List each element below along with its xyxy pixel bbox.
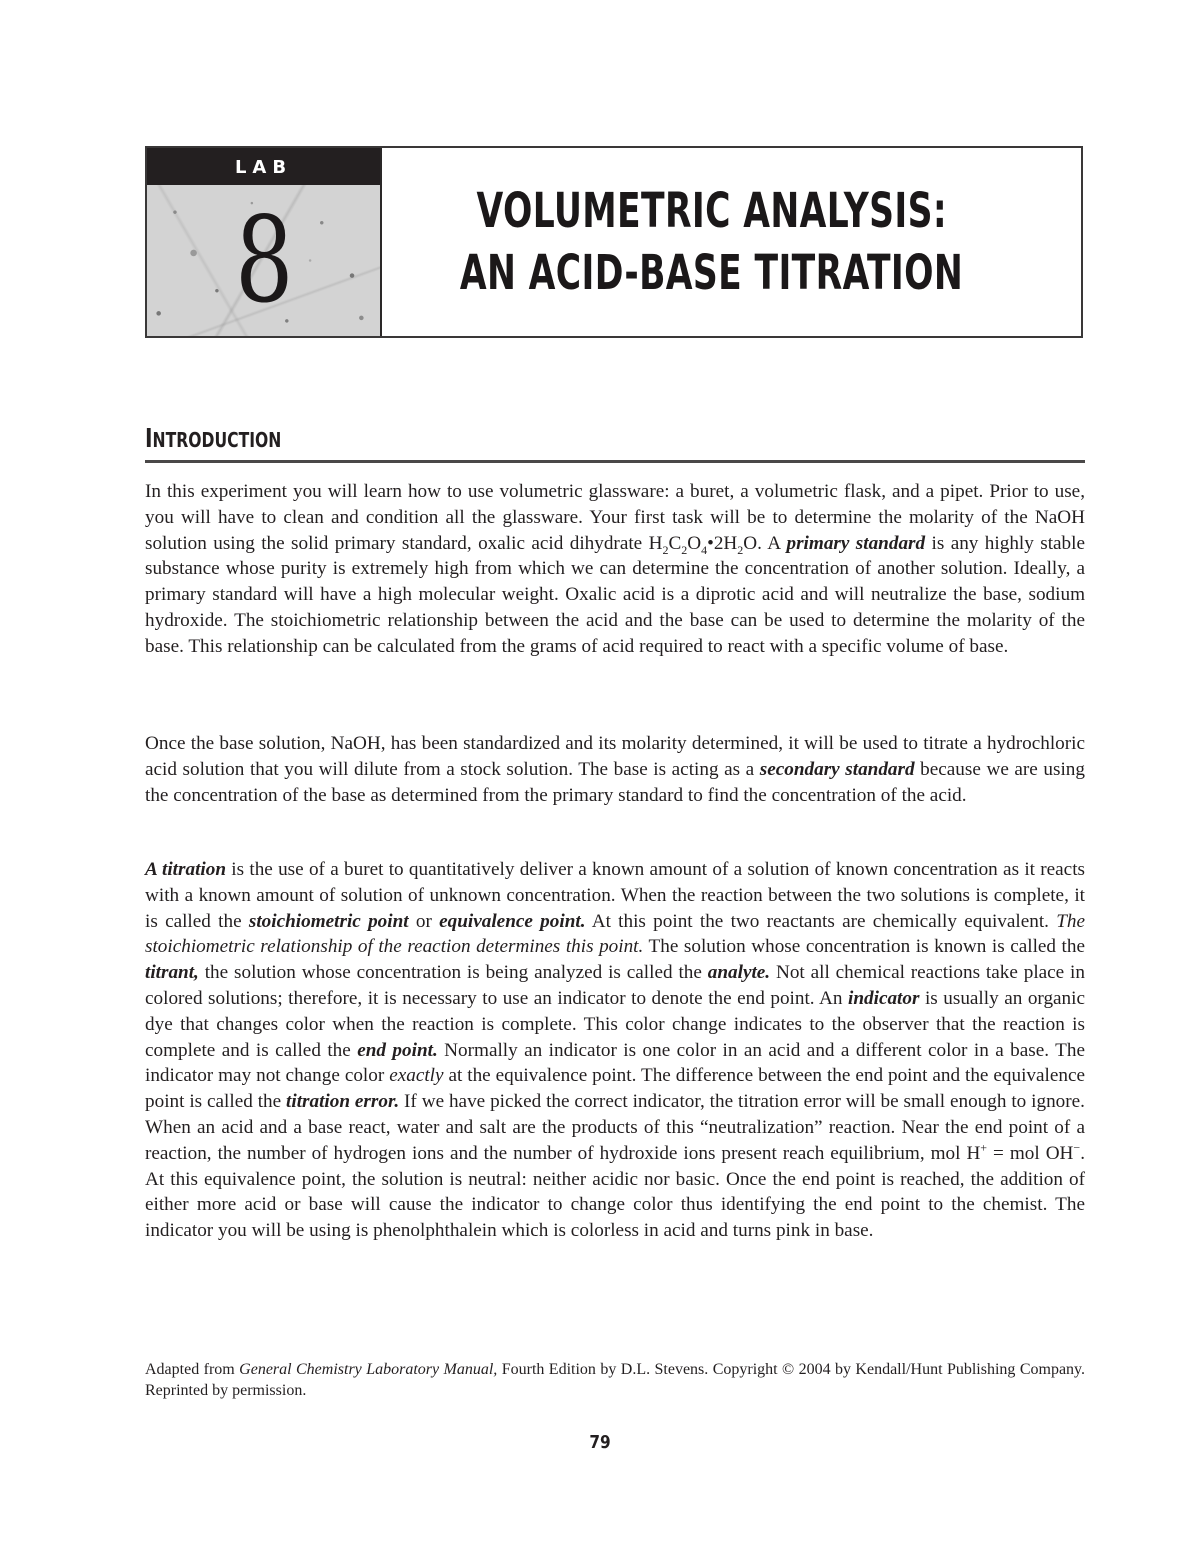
book-title: General Chemistry Laboratory Manual, [239, 1361, 498, 1378]
text-run: In this experiment you will learn how to use volumetric glassware: a buret, a volumetric flask, and a pipet. Prior to use, you will have to clean and condition all the glassware. Your first task will be to determine the molarity of the NaOH solution using the solid primary standard, oxalic acid dihydrate [145, 481, 1085, 554]
page-number: 79 [589, 1432, 611, 1453]
oxalic-acid-formula: $H_2C_2O_4•2H_2O$ [648, 532, 758, 557]
section-divider [145, 460, 1085, 463]
term-titration-error: titration error. [286, 1091, 400, 1113]
term-stoichiometric-point: stoichiometric point [248, 910, 409, 932]
heading-initial: I [145, 424, 153, 454]
heading-rest: NTRODUCTION [152, 428, 282, 452]
text-run: Normally an indicator is one color in an acid and a different color in a base. The indicator may not change color [145, 1039, 1085, 1087]
intro-paragraph-3 [145, 857, 1085, 1244]
term-analyte: analyte. [707, 962, 771, 984]
superscript-plus: + [980, 1140, 988, 1155]
text-run: . A [757, 532, 787, 554]
intro-paragraph-2 [145, 731, 1085, 808]
lab-texture-background [147, 185, 380, 336]
intro-paragraph-1 [145, 479, 1085, 660]
text-run: Not all chemical reactions take place in colored solutions; therefore, it is necessary to use an indicator to denote the end point. An [145, 962, 1085, 1009]
lab-label: LAB [147, 148, 380, 185]
italic-sentence: The stoichiometric relationship of the reaction determines this point. [145, 910, 1086, 958]
term-indicator: indicator [848, 987, 920, 1009]
term-equivalence-point: equivalence point. [439, 910, 586, 932]
source-footnote [145, 1359, 1085, 1401]
text-run: is usually an organic dye that changes color when the reaction is complete. This color change indicates to the observer that the reaction is complete and is called the [145, 987, 1086, 1061]
text-run: Once the base solution, NaOH, has been standardized and its molarity determined, it will be used to titrate a hydrochloric acid solution that you will dilute from a stock solution. The base is acting as a [145, 733, 1085, 780]
chapter-header-box [145, 146, 1083, 338]
text-run: or [408, 910, 440, 932]
term-primary-standard: primary standard [786, 532, 926, 554]
chapter-title [382, 148, 1081, 336]
text-run: the solution whose concentration is being analyzed is called the [198, 962, 708, 984]
term-a-titration: A titration [145, 859, 226, 880]
text-run: If we have picked the correct indicator, the titration error will be small enough to ignore. When an acid and a base react, water and salt are the products of this “neutralization” reaction. Near the end point of a reaction, the number of hydrogen ions and the number of hydroxide ions present reach equilibrium, mol H [145, 1091, 1085, 1164]
superscript-minus: − [1073, 1140, 1081, 1155]
term-end-point: end point. [357, 1039, 438, 1061]
text-run: is any highly stable substance whose purity is extremely high from which we can determine the concentration of another solution. Ideally, a primary standard will have a high molecular weight. Oxalic acid is a diprotic acid and will neutralize the base, sodium hydroxide. The stoichiometric relationship between the acid and the base can be used to determine the molarity of the base. This relationship can be calculated from the grams of acid required to react with a specific volume of base. [145, 532, 1085, 657]
text-run: Adapted from [145, 1361, 240, 1378]
lab-number: 8 [234, 191, 292, 329]
text-run: At this point the two reactants are chemically equivalent. [585, 910, 1057, 932]
chapter-title-line-2: AN ACID-BASE TITRATION [459, 245, 964, 301]
text-run: = mol OH [987, 1142, 1074, 1164]
italic-exactly: exactly [389, 1065, 444, 1087]
text-run: is the use of a buret to quantitatively deliver a known amount of a solution of known concentration as it reacts with a known amount of solution of unknown concentration. When the reaction between the two solutions is complete, it is called the [145, 859, 1085, 932]
term-secondary-standard: secondary standard [759, 758, 915, 780]
chapter-title-line-1: VOLUMETRIC ANALYSIS: [476, 183, 947, 239]
text-run: at the equivalence point. The difference between the end point and the equivalence point is called the [145, 1065, 1085, 1113]
text-run: Fourth Edition by D.L. Stevens. Copyright © 2004 by Kendall/Hunt Publishing Company. Reprinted by permission. [145, 1361, 1086, 1399]
text-run: . At this equivalence point, the solution is neutral: neither acidic nor basic. Once the end point is reached, the addition of either more acid or base will cause the indicator to change color thus identifying the end point to the chemist. The indicator you will be using is phenolphthalein which is colorless in acid and turns pink in base. [145, 1142, 1085, 1242]
lab-number-panel [147, 148, 382, 336]
section-heading-introduction [145, 424, 281, 454]
text-run: The solution whose concentration is known is called the [643, 936, 1085, 958]
text-run: because we are using the concentration of the base as determined from the primary standard to find the concentration of the acid. [145, 758, 1085, 806]
term-titrant: titrant, [145, 962, 199, 984]
